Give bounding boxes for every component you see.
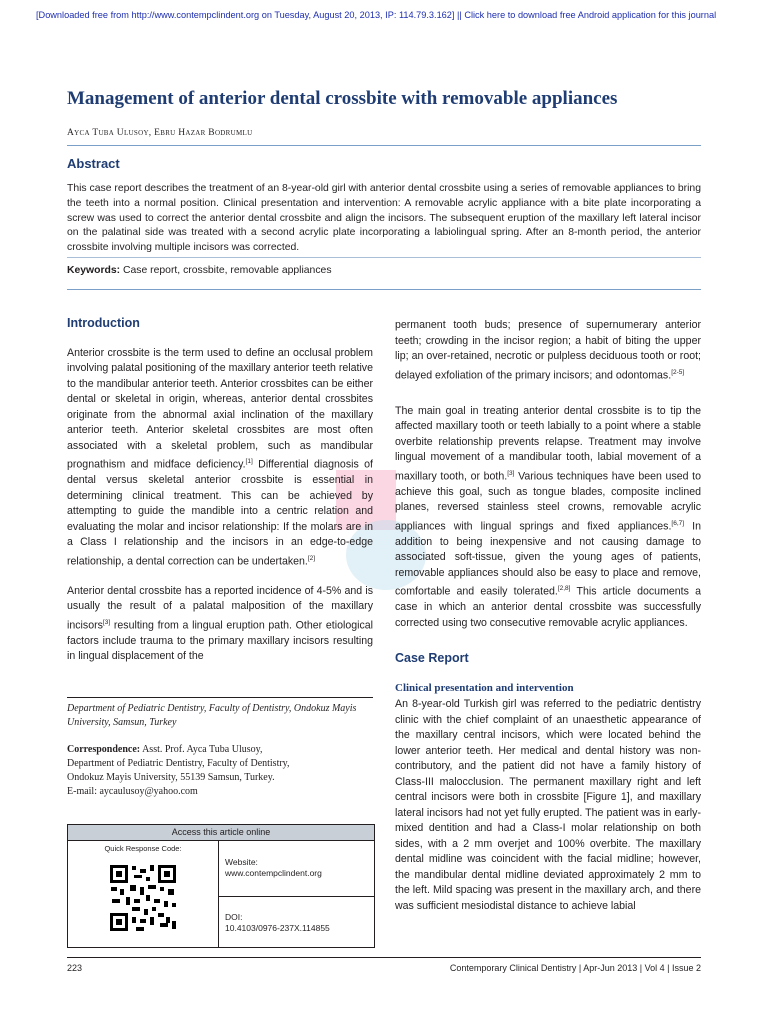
intro-p4a-text: The main goal in treating anterior dental crossbite is to tip the affected maxillary tooth or teeth labially to a point where a stable overbite relationship prevents relapse. Treatment may involve lingual movement of a mandibular tooth, labial movement of a maxillary tooth, or both.: [395, 404, 701, 483]
intro-p1b-text: Differential diagnosis of dental versus skeletal anterior crossbite is essential in determining clinical treatment. This can be achieved by attempting to guide the mandible into a centric relation and evaluating the molar and incisor relationship: If the molars are in a Class I relationship and the incisors in an edge-to-edge relationship, a dental correction can be undertaken.: [67, 458, 373, 568]
intro-paragraph-3: [395, 318, 701, 384]
intro-p2b-text: resulting from a lingual eruption path. Other etiological factors include trauma to the primary maxillary incisors resulting in lingual displacement of the: [67, 619, 373, 663]
citation[interactable]: [3]: [507, 469, 515, 477]
abstract-box: [67, 145, 701, 290]
correspondence-email[interactable]: E-mail: aycaulusoy@yahoo.com: [67, 786, 198, 797]
journal-footer: Contemporary Clinical Dentistry | Apr-Jun 2013 | Vol 4 | Issue 2: [449, 963, 701, 973]
correspondence-name: Asst. Prof. Ayca Tuba Ulusoy,: [140, 744, 263, 755]
correspondence-address: Ondokuz Mayis University, 55139 Samsun, Turkey.: [67, 772, 275, 783]
citation[interactable]: [6,7]: [671, 519, 685, 527]
intro-paragraph-4: [395, 404, 701, 632]
qr-label: Quick Response Code:: [104, 844, 182, 853]
website-label: Website:: [225, 857, 258, 867]
affiliation: Department of Pediatric Dentistry, Faculty of Dentistry, Ondokuz Mayis University, Samsun, Turkey: [67, 697, 373, 730]
intro-p2a-text: Anterior dental crossbite has a reported incidence of 4-5% and is usually the result of a palatal malposition of the maxillary incisors: [67, 584, 373, 632]
abstract-heading: Abstract: [67, 156, 120, 171]
authors: Ayca Tuba Ulusoy, Ebru Hazar Bodrumlu: [67, 128, 253, 138]
intro-p4d-text: This article documents a case in which an anterior dental crossbite was successfully corrected using two consecutive removable acrylic appliances.: [395, 585, 701, 629]
case-report-paragraph: An 8-year-old Turkish girl was referred to the pediatric dentistry clinic with the chief complaint of an unaesthetic appearance of the maxillary central incisors, which were located behind the lower anterior teeth. Her medical and dental history was non-contributory, and the patient did not have a family history of Class-III malocclusion. The permanent maxillary right and left central incisors were both in crossbite [Figure 1], and maxillary lateral incisors had not yet fully erupted. The patient was in early-mixed dentition and had a Class-I molar relationship on both sides, with a 2 mm overjet and 100% overbite. The maxillary dental midline was coincident with the facial midline; however, the mandibular dental midline deviated approximately 2 mm to the left. Mild spacing was present in the maxillary arch, and there was sufficient mesiodistal distance to achieve labial: [395, 698, 701, 912]
intro-p3-text: permanent tooth buds; presence of supernumerary anterior teeth; crowding in the incisor region; a habit of biting the upper lip; an over-retained, necrotic or pulpless deciduous tooth or root; delayed exfoliation of the primary incisors; and odontomas.: [395, 319, 701, 382]
qr-cell: [68, 841, 219, 947]
footer-rule: [67, 957, 701, 958]
citation[interactable]: [2-5]: [671, 368, 685, 376]
case-report-heading: Case Report: [395, 651, 469, 666]
correspondence: [67, 743, 373, 799]
case-subheading: Clinical presentation and intervention: [395, 681, 574, 694]
keywords-list: Case report, crossbite, removable appliances: [123, 265, 332, 276]
left-column: [67, 316, 373, 665]
access-box: [67, 824, 375, 948]
abstract-divider: [67, 257, 701, 258]
correspondence-dept: Department of Pediatric Dentistry, Faculty of Dentistry,: [67, 758, 290, 769]
correspondence-label: Correspondence:: [67, 744, 141, 755]
citation[interactable]: [3]: [102, 618, 111, 626]
intro-p1-text: Anterior crossbite is the term used to define an occlusal problem involving palatal positioning of the maxillary anterior teeth relative to the mandibular anterior teeth. Anterior crossbites can be either dental or skeletal in origin, whereas, anterior dental crossbites originate from the abnormal axial inclination of the maxillary anterior teeth. Anterior skeletal crossbites are most often associated with a skeletal problem, such as mandibular prognathism and midface deficiency.: [67, 346, 373, 471]
right-column: [395, 318, 701, 914]
download-banner[interactable]: [Downloaded free from http://www.contempclindent.org on Tuesday, August 20, 2013, IP: 114.79.3.162] || Click here to download free Android application for this journal: [36, 10, 717, 20]
citation[interactable]: [1]: [245, 458, 253, 465]
website-cell: [219, 841, 374, 897]
keywords-label: Keywords:: [67, 265, 121, 276]
intro-p4c-text: In addition to being inexpensive and not causing damage to associated soft-tissue, given the young ages of patients, removable appliances should also be easy to place and remove, comfortable and easily tolerated.: [395, 520, 701, 598]
qr-code-icon[interactable]: [108, 863, 178, 933]
introduction-heading: Introduction: [67, 316, 140, 330]
intro-paragraph-1: [67, 346, 373, 570]
intro-p4b-text: Various techniques have been used to achieve this goal, such as tongue blades, composite inclined planes, reversed stainless steel crowns, removable acrylic appliances with lingual springs and fixed appliances.: [395, 470, 701, 533]
page-number: 223: [67, 963, 83, 973]
citation[interactable]: [2]: [307, 554, 316, 562]
article-title: Management of anterior dental crossbite with removable appliances: [67, 88, 618, 109]
doi-value[interactable]: 10.4103/0976-237X.114855: [225, 923, 330, 933]
access-heading: Access this article online: [68, 825, 374, 841]
website-link[interactable]: www.contempclindent.org: [225, 868, 322, 878]
abstract-text: This case report describes the treatment of an 8-year-old girl with anterior dental crossbite using a series of removable appliances to bring the teeth into a normal position. Clinical presentation and intervention: A removable acrylic appliance with a bite plate incorporating a screw was used to correct the anterior dental crossbite and align the incisors. The subsequent eruption of the maxillary left lateral incisor on the palatinal side was treated with a second acrylic plate incorporating a labiolingual spring. After an 8-month period, the anterior crossbite involving multiple incisors was corrected.: [67, 183, 701, 254]
doi-cell: [219, 898, 374, 947]
doi-label: DOI:: [225, 912, 243, 922]
keywords: [67, 265, 332, 276]
citation[interactable]: [2,8]: [557, 585, 571, 593]
intro-paragraph-2: [67, 584, 373, 665]
